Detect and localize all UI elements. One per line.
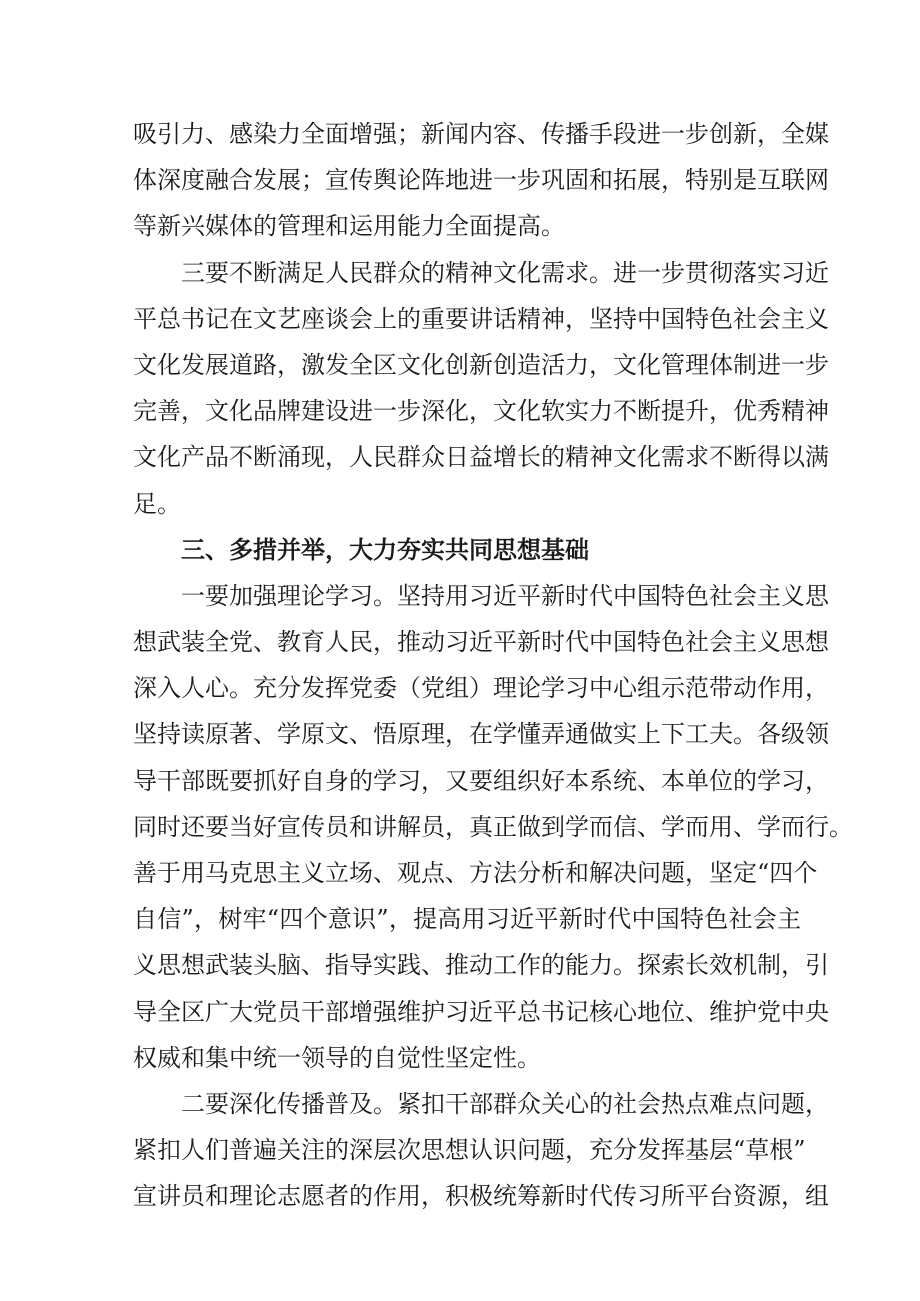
text-line: 权威和集中统一领导的自觉性坚定性。 <box>133 1043 541 1072</box>
paragraph-media <box>133 111 829 250</box>
text-line: 导干部既要抓好自身的学习，又要组织好本系统、本单位的学习， <box>133 766 829 795</box>
text-line: 等新兴媒体的管理和运用能力全面提高。 <box>133 212 565 241</box>
text-line: 义思想武装头脑、指导实践、推动工作的能力。探索长效机制，引 <box>133 951 829 980</box>
text-line: 自信”，树牢“四个意识”，提高用习近平新时代中国特色社会主 <box>133 905 801 934</box>
text-line: 紧扣人们普遍关注的深层次思想认识问题，充分发挥基层“草根” <box>133 1136 806 1165</box>
text-line: 文化产品不断涌现，人民群众日益增长的精神文化需求不断得以满 <box>133 443 829 472</box>
text-line: 二要深化传播普及。紧扣干部群众关心的社会热点难点问题， <box>181 1089 829 1118</box>
text-line: 完善，文化品牌建设进一步深化，文化软实力不断提升，优秀精神 <box>133 397 829 426</box>
text-line: 导全区广大党员干部增强维护习近平总书记核心地位、维护党中央 <box>133 997 829 1026</box>
paragraph-culture-needs <box>133 250 829 527</box>
text-line: 吸引力、感染力全面增强；新闻内容、传播手段进一步创新，全媒 <box>133 120 829 148</box>
text-line: 一要加强理论学习。坚持用习近平新时代中国特色社会主义思 <box>181 581 829 610</box>
text-line: 三要不断满足人民群众的精神文化需求。进一步贯彻落实习近 <box>181 258 829 287</box>
text-line: 宣讲员和理论志愿者的作用，积极统筹新时代传习所平台资源，组 <box>133 1182 829 1211</box>
text-line: 同时还要当好宣传员和讲解员，真正做到学而信、学而用、学而行。 <box>133 812 853 841</box>
text-line: 足。 <box>133 489 181 518</box>
text-line: 体深度融合发展；宣传舆论阵地进一步巩固和拓展，特别是互联网 <box>133 166 829 195</box>
paragraph-theory-study <box>133 573 853 1081</box>
text-line: 平总书记在文艺座谈会上的重要讲话精神，坚持中国特色社会主义 <box>133 304 829 333</box>
document-body <box>133 111 853 1220</box>
text-line: 文化发展道路，激发全区文化创新创造活力，文化管理体制进一步 <box>133 350 829 379</box>
paragraph-dissemination <box>133 1081 829 1220</box>
text-line: 善于用马克思主义立场、观点、方法分析和解决问题，坚定“四个 <box>133 859 818 887</box>
text-line: 坚持读原著、学原文、悟原理，在学懂弄通做实上下工夫。各级领 <box>133 720 829 749</box>
text-line: 深入人心。充分发挥党委（党组）理论学习中心组示范带动作用， <box>133 674 829 703</box>
section-heading: 三、多措并举，大力夯实共同思想基础 <box>181 535 589 564</box>
text-line: 想武装全党、教育人民，推动习近平新时代中国特色社会主义思想 <box>133 628 829 657</box>
